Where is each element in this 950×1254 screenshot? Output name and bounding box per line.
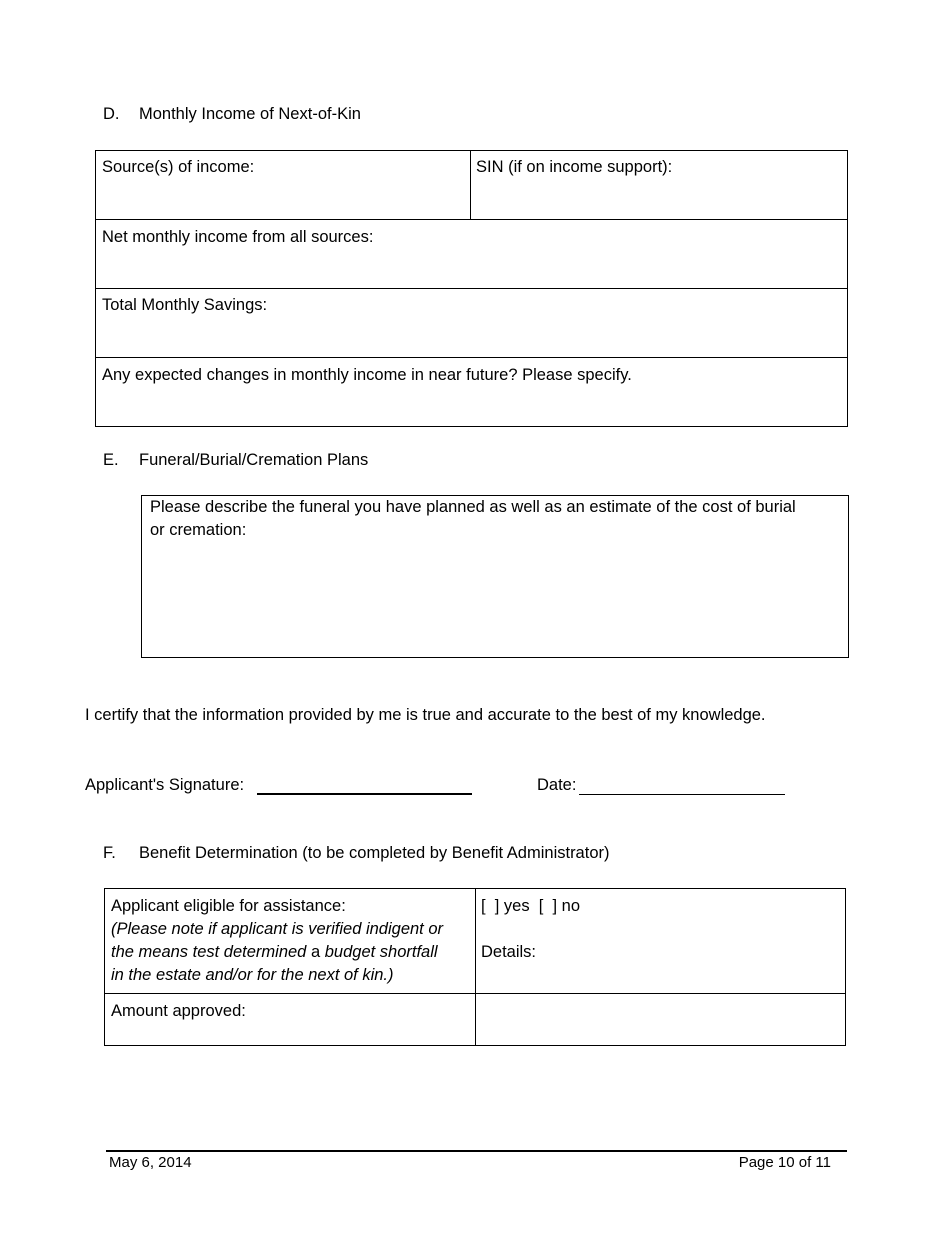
section-d-heading bbox=[103, 105, 361, 124]
eligible-label: Applicant eligible for assistance: bbox=[111, 897, 346, 915]
eligible-note-line2 bbox=[111, 943, 438, 962]
section-e-title: Funeral/Burial/Cremation Plans bbox=[139, 451, 369, 469]
income-table-divider bbox=[470, 150, 471, 219]
eligible-note-line2-a: the means test determined bbox=[111, 943, 307, 961]
section-f-title: Benefit Determination (to be completed by Benefit Administrator) bbox=[139, 844, 610, 862]
income-table-row-line bbox=[95, 357, 848, 358]
sources-of-income-field[interactable]: Source(s) of income: bbox=[102, 158, 255, 176]
eligible-note-line2-c: budget shortfall bbox=[324, 943, 438, 961]
section-e-heading bbox=[103, 451, 368, 470]
expected-changes-field[interactable]: Any expected changes in monthly income in near future? Please specify. bbox=[102, 366, 632, 384]
section-e-letter: E. bbox=[103, 451, 119, 469]
section-d-title: Monthly Income of Next-of-Kin bbox=[139, 105, 361, 123]
signature-line[interactable] bbox=[257, 793, 472, 795]
sin-field[interactable]: SIN (if on income support): bbox=[476, 158, 673, 176]
total-monthly-savings-field[interactable]: Total Monthly Savings: bbox=[102, 296, 268, 314]
income-table-row-line bbox=[95, 219, 848, 220]
eligible-note-line2-b: a bbox=[310, 943, 321, 961]
funeral-describe-line1: Please describe the funeral you have planned as well as an estimate of the cost of burial bbox=[150, 498, 796, 516]
amount-approved-field[interactable] bbox=[476, 994, 845, 1045]
income-table-row-line bbox=[95, 288, 848, 289]
footer-date: May 6, 2014 bbox=[109, 1154, 192, 1171]
section-d-letter: D. bbox=[103, 105, 120, 123]
eligible-note-line3: in the estate and/or for the next of kin.) bbox=[111, 966, 394, 984]
funeral-plans-field[interactable] bbox=[141, 495, 849, 658]
section-f-letter: F. bbox=[103, 844, 116, 862]
eligible-note-line1: (Please note if applicant is verified indigent or bbox=[111, 920, 444, 938]
yes-no-checkboxes[interactable]: [ ] yes [ ] no bbox=[481, 897, 581, 915]
funeral-describe-line2: or cremation: bbox=[150, 521, 247, 539]
footer-page-number: Page 10 of 11 bbox=[738, 1154, 831, 1171]
details-label: Details: bbox=[481, 943, 537, 961]
date-label: Date: bbox=[537, 776, 577, 794]
signature-label: Applicant's Signature: bbox=[85, 776, 245, 794]
net-monthly-income-field[interactable]: Net monthly income from all sources: bbox=[102, 228, 374, 246]
section-f-heading bbox=[103, 844, 609, 863]
date-line[interactable] bbox=[579, 794, 785, 795]
certification-statement: I certify that the information provided by me is true and accurate to the best of my knowledge. bbox=[85, 706, 766, 724]
footer-rule bbox=[106, 1150, 847, 1152]
amount-approved-label: Amount approved: bbox=[111, 1002, 246, 1020]
